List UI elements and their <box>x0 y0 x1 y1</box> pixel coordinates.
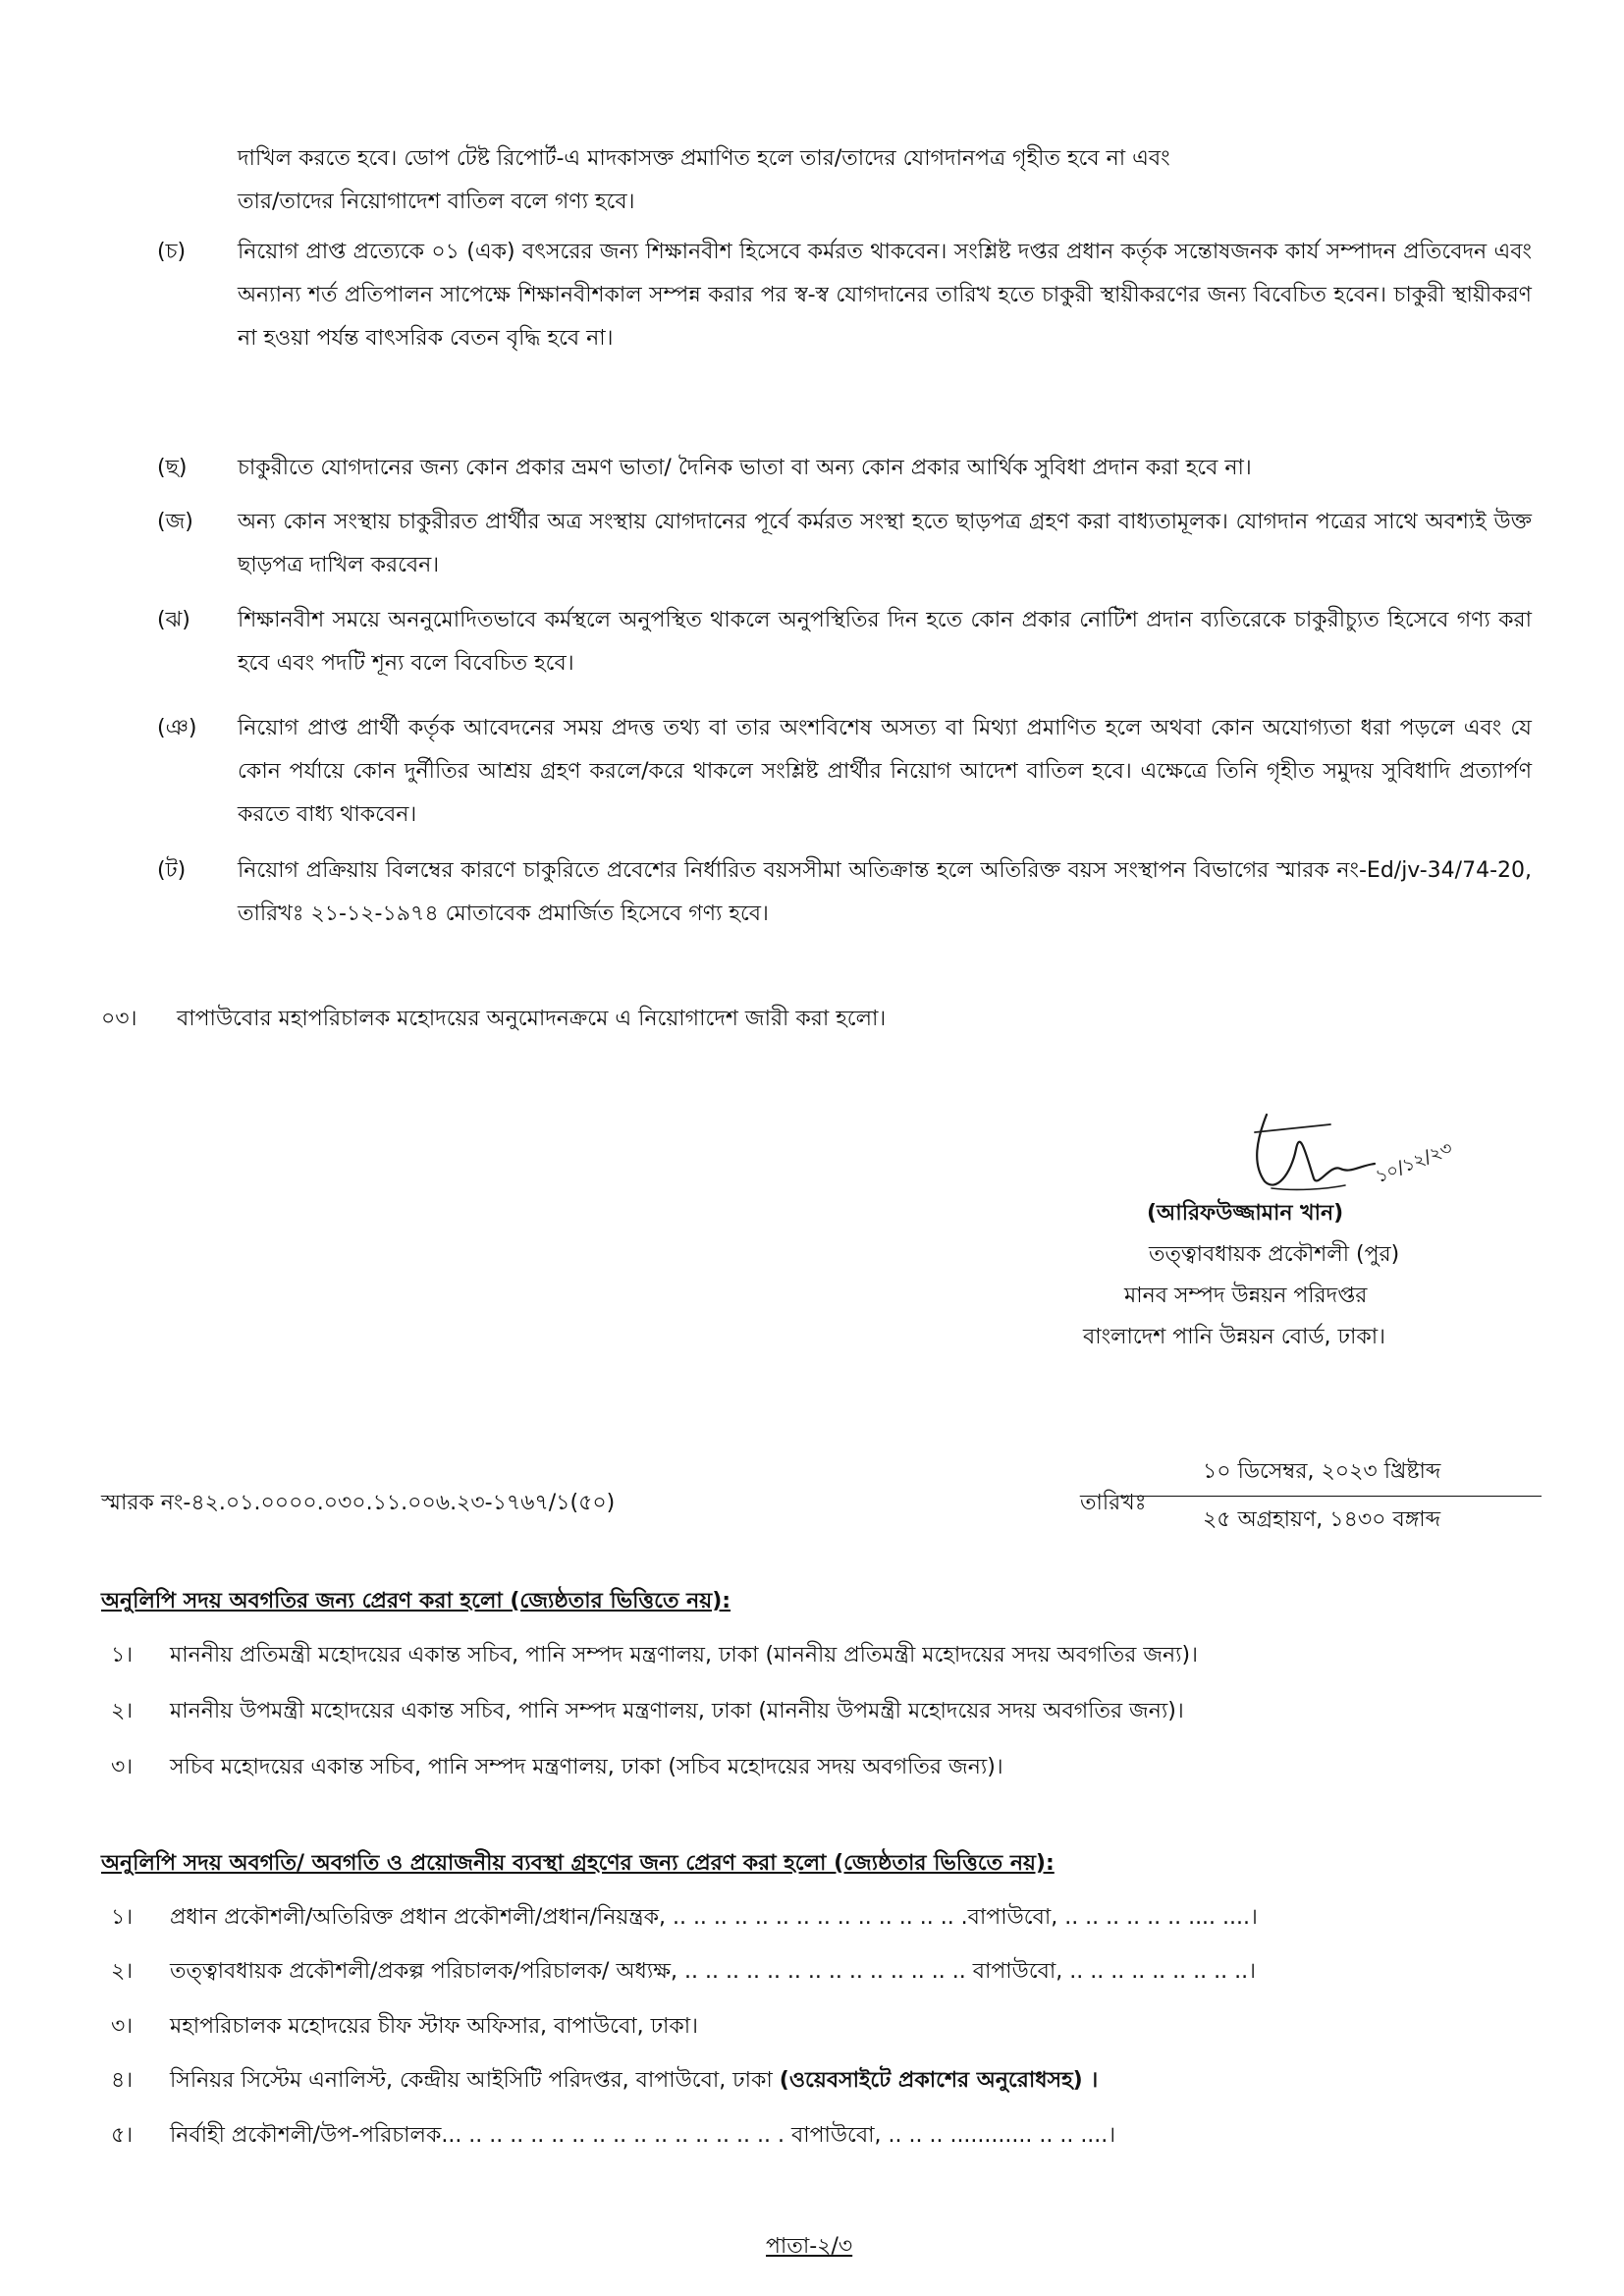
item-text: সিনিয়র সিস্টেম এনালিস্ট, কেন্দ্রীয় আইসিটি পরিদপ্তর, বাপাউবো, ঢাকা <box>170 2068 773 2093</box>
memo-date-gregorian: ১০ ডিসেম্বর, ২০২৩ খ্রিষ্টাব্দ <box>1203 1459 1441 1484</box>
copy-list-1-item <box>111 1696 1184 1727</box>
item-number: ২। <box>111 1959 134 1984</box>
clause-label: (ঞ) <box>157 716 197 740</box>
copy-list-2-item <box>111 2120 1115 2152</box>
copy-list-2-heading: অনুলিপি সদয় অবগতি/ অবগতি ও প্রয়োজনীয় ব্যবস্থা গ্রহণের জন্য প্রেরণ করা হলো (জ্যেষ্ঠতার ভিত্তিতে নয়): <box>101 1851 1055 1876</box>
handwritten-signature <box>1237 1095 1463 1203</box>
copy-list-2-item <box>111 1902 1258 1934</box>
clause-label: (চ) <box>157 240 187 264</box>
clause-text: চাকুরীতে যোগদানের জন্য কোন প্রকার ভ্রমণ ভাতা/ দৈনিক ভাতা বা অন্য কোন প্রকার আর্থিক সুবিধা প্রদান করা হবে না। <box>238 456 1252 480</box>
item-number: ৩। <box>111 1755 134 1779</box>
clause-text: শিক্ষানবীশ সময়ে অননুমোদিতভাবে কর্মস্থলে অনুপস্থিত থাকলে অনুপস্থিতির দিন হতে কোন প্রকার নোটিশ প্রদান ব্যতিরেকে চাকুরীচ্যুত হিসেবে গণ্য করা হবে এবং পদটি শূন্য বলে বিবেচিত হবে। <box>238 608 1532 676</box>
page-number: পাতা-২/৩ <box>766 2234 853 2259</box>
section-3-text: বাপাউবোর মহাপরিচালক মহোদয়ের অনুমোদনক্রমে এ নিয়োগাদেশ জারী করা হলো। <box>177 1007 887 1031</box>
signatory-designation: তত্ত্বাবধায়ক প্রকৌশলী (পুর) <box>1149 1242 1400 1267</box>
item-number: ১। <box>111 1905 134 1930</box>
clause-text: নিয়োগ প্রক্রিয়ায় বিলম্বের কারণে চাকুরিতে প্রবেশের নির্ধারিত বয়সসীমা অতিক্রান্ত হলে অতিরিক্ত বয়স সংস্থাপন বিভাগের স্মারক নং-Ed/jv-34/74-20, তারিখঃ ২১-১২-১৯৭৪ মোতাবেক প্রমার্জিত হিসেবে গণ্য হবে। <box>238 858 1532 926</box>
section-3-number: ০৩। <box>101 1007 137 1031</box>
item-text: মহাপরিচালক মহোদয়ের চীফ স্টাফ অফিসার, বাপাউবো, ঢাকা। <box>170 2014 699 2039</box>
copy-list-2-item <box>111 2065 1098 2097</box>
signatory-organization: বাংলাদেশ পানি উন্নয়ন বোর্ড, ঢাকা। <box>1083 1325 1385 1349</box>
signature-date: ১০/১২/২৩ <box>1373 1137 1456 1188</box>
copy-list-1-heading: অনুলিপি সদয় অবগতির জন্য প্রেরণ করা হলো (জ্যেষ্ঠতার ভিত্তিতে নয়): <box>101 1589 731 1613</box>
item-number: ৫। <box>111 2123 134 2148</box>
copy-list-1-item <box>111 1640 1198 1671</box>
item-text: সচিব মহোদয়ের একান্ত সচিব, পানি সম্পদ মন্ত্রণালয়, ঢাকা (সচিব মহোদয়ের সদয় অবগতির জন্য)। <box>170 1755 1003 1779</box>
clause-label: (ঝ) <box>157 608 190 632</box>
item-text: মাননীয় প্রতিমন্ত্রী মহোদয়ের একান্ত সচিব, পানি সম্পদ মন্ত্রণালয়, ঢাকা (মাননীয় প্রতিমন্ত্রী মহোদয়ের সদয় অবগতির জন্য)। <box>170 1643 1198 1667</box>
clause-label: (জ) <box>157 510 193 534</box>
clause-label: (ছ) <box>157 456 188 480</box>
item-text: নির্বাহী প্রকৌশলী/উপ-পরিচালক... .. .. .. .. .. .. .. .. .. .. .. .. .. .. .. . বাপাউবো, .. .. .. ............ .. .. ....। <box>170 2123 1116 2148</box>
clause-text: অন্য কোন সংস্থায় চাকুরীরত প্রার্থীর অত্র সংস্থায় যোগদানের পূর্বে কর্মরত সংস্থা হতে ছাড়পত্র গ্রহণ করা বাধ্যতামূলক। যোগদান পত্রের সাথে অবশ্যই উক্ত ছাড়পত্র দাখিল করবেন। <box>238 510 1532 577</box>
memo-date-label: তারিখঃ <box>1080 1491 1147 1515</box>
item-number: ৩। <box>111 2014 134 2039</box>
signatory-name: (আরিফউজ্জামান খান) <box>1147 1201 1344 1226</box>
clause-text: নিয়োগ প্রাপ্ত প্রার্থী কর্তৃক আবেদনের সময় প্রদত্ত তথ্য বা তার অংশবিশেষ অসত্য বা মিথ্যা প্রমাণিত হলে অথবা কোন অযোগ্যতা ধরা পড়লে এবং যে কোন পর্যায়ে কোন দুর্নীতির আশ্রয় গ্রহণ করলে/করে থাকলে সংশ্লিষ্ট প্রার্থীর নিয়োগ আদেশ বাতিল হবে। এক্ষেত্রে তিনি গৃহীত সমুদয় সুবিধাদি প্রত্যার্পণ করতে বাধ্য থাকবেন। <box>238 716 1532 827</box>
memo-reference: স্মারক নং-৪২.০১.০০০০.০৩০.১১.০০৬.২৩-১৭৬৭/১(৫০) <box>101 1491 616 1515</box>
clause-text: নিয়োগ প্রাপ্ত প্রত্যেকে ০১ (এক) বৎসরের জন্য শিক্ষানবীশ হিসেবে কর্মরত থাকবেন। সংশ্লিষ্ট দপ্তর প্রধান কর্তৃক সন্তোষজনক কার্য সম্পাদন প্রতিবেদন এবং অন্যান্য শর্ত প্রতিপালন সাপেক্ষে শিক্ষানবীশকাল সম্পন্ন করার পর স্ব-স্ব যোগদানের তারিখ হতে চাকুরী স্থায়ীকরণের জন্য বিবেচিত হবেন। চাকুরী স্থায়ীকরণ না হওয়া পর্যন্ত বাৎসরিক বেতন বৃদ্ধি হবে না। <box>238 240 1532 351</box>
copy-list-1-item <box>111 1752 1003 1783</box>
item-number: ৪। <box>111 2068 134 2093</box>
item-text: প্রধান প্রকৌশলী/অতিরিক্ত প্রধান প্রকৌশলী/প্রধান/নিয়ন্ত্রক, .. .. .. .. .. .. .. .. .. .. .. .. .. .. .বাপাউবো, .. .. .. .. .. .. .... ....। <box>170 1905 1258 1930</box>
signatory-office: মানব সম্পদ উন্নয়ন পরিদপ্তর <box>1124 1284 1368 1308</box>
clause-label: (ট) <box>157 858 187 883</box>
date-divider <box>1110 1496 1542 1497</box>
item-request-note: (ওয়েবসাইটে প্রকাশের অনুরোধসহ) । <box>779 2068 1099 2093</box>
copy-list-2-item <box>111 2011 698 2043</box>
memo-date-bangla: ২৫ অগ্রহায়ণ, ১৪৩০ বঙ্গাব্দ <box>1203 1507 1441 1532</box>
intro-line-1: দাখিল করতে হবে। ডোপ টেষ্ট রিপোর্ট-এ মাদকাসক্ত প্রমাণিত হলে তার/তাদের যোগদানপত্র গৃহীত হবে না এবং <box>238 146 1170 171</box>
intro-line-2: তার/তাদের নিয়োগাদেশ বাতিল বলে গণ্য হবে। <box>238 190 635 214</box>
item-number: ২। <box>111 1699 134 1723</box>
item-text: তত্ত্বাবধায়ক প্রকৌশলী/প্রকল্প পরিচালক/পরিচালক/ অধ্যক্ষ, .. .. .. .. .. .. .. .. .. .. .. .. .. .. বাপাউবো, .. .. .. .. .. .. .. .. ..। <box>170 1959 1256 1984</box>
item-number: ১। <box>111 1643 134 1667</box>
item-text: মাননীয় উপমন্ত্রী মহোদয়ের একান্ত সচিব, পানি সম্পদ মন্ত্রণালয়, ঢাকা (মাননীয় উপমন্ত্রী মহোদয়ের সদয় অবগতির জন্য)। <box>170 1699 1184 1723</box>
copy-list-2-item <box>111 1956 1256 1988</box>
